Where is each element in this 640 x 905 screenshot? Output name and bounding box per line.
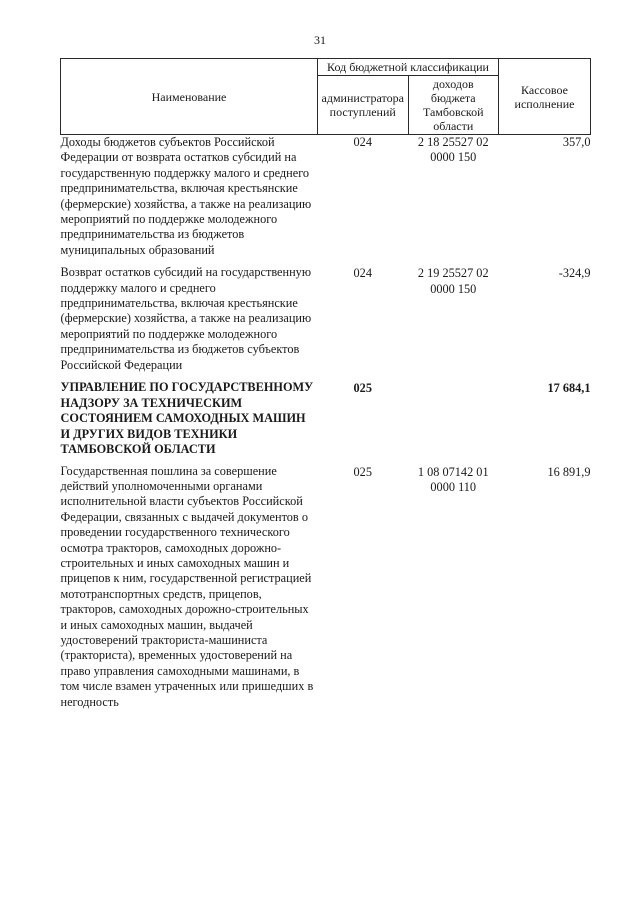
header-income: доходов бюджета Тамбовской области: [408, 76, 499, 135]
table-row-section: [61, 374, 591, 458]
row-income-code: 2 18 25527 02 0000 150: [417, 135, 489, 165]
row-name: Государственная пошлина за совершение действий уполномоченными органами исполнительной власти субъектов Российской Федерации, связанных с выдачей документов о проведении государственного технического осмотра тракторов, самоходных дорожно-строительных и иных самоходных машин и прицепов к ним, государственной регистрацией мототранспортных средств, прицепов, тракторов, самоходных дорожно-строительных и иных самоходных машин, выдачей удостоверений тракториста-машиниста (тракториста), временных удостоверений на право управления самоходными машинами, в том числе взамен утраченных или пришедших в негодность: [60, 463, 314, 709]
page-number: 31: [314, 33, 326, 47]
table-header: [61, 59, 591, 135]
row-name: УПРАВЛЕНИЕ ПО ГОСУДАРСТВЕННОМУ НАДЗОРУ ЗА ТЕХНИЧЕСКИМ СОСТОЯНИЕМ САМОХОДНЫХ МАШИН И ДРУГИХ ВИДОВ ТЕХНИКИ ТАМБОВСКОЙ ОБЛАСТИ: [60, 380, 314, 457]
header-code-group: Код бюджетной классификации: [318, 59, 499, 76]
row-kass: 16 891,9: [547, 464, 591, 479]
row-kass: 357,0: [562, 135, 591, 149]
row-admin-code: 025: [353, 381, 372, 396]
budget-table: [60, 58, 591, 711]
row-admin-code: 024: [353, 266, 372, 281]
row-name: Доходы бюджетов субъектов Российской Федерации от возврата остатков субсидий на государственную поддержку малого и среднего предпринимательства, включая крестьянские (фермерские) хозяйства, а также на реализацию мероприятий по поддержке молодежного предпринимательства из бюджетов муниципальных образований: [60, 135, 312, 257]
row-name: Возврат остатков субсидий на государственную поддержку малого и среднего предпринимательства, включая крестьянские (фермерские) хозяйства, а также на реализацию мероприятий по поддержке молодежного предпринимательства из бюджетов субъектов Российской Федерации: [60, 265, 312, 372]
row-income-code: 1 08 07142 01 0000 110: [417, 464, 489, 494]
table-row: [61, 135, 591, 260]
row-admin-code: 025: [353, 464, 372, 479]
header-kass: Кассовое исполнение: [499, 59, 591, 135]
header-admin: администратора поступлений: [318, 76, 409, 135]
table-row: [61, 458, 591, 712]
header-name: Наименование: [61, 59, 318, 135]
row-admin-code: 024: [353, 135, 372, 149]
row-income-code: [408, 374, 499, 458]
table-row: [61, 259, 591, 374]
row-kass: -324,9: [558, 266, 591, 281]
row-kass: 17 684,1: [547, 381, 591, 396]
table-body: [61, 135, 591, 712]
row-income-code: 2 19 25527 02 0000 150: [417, 266, 489, 296]
